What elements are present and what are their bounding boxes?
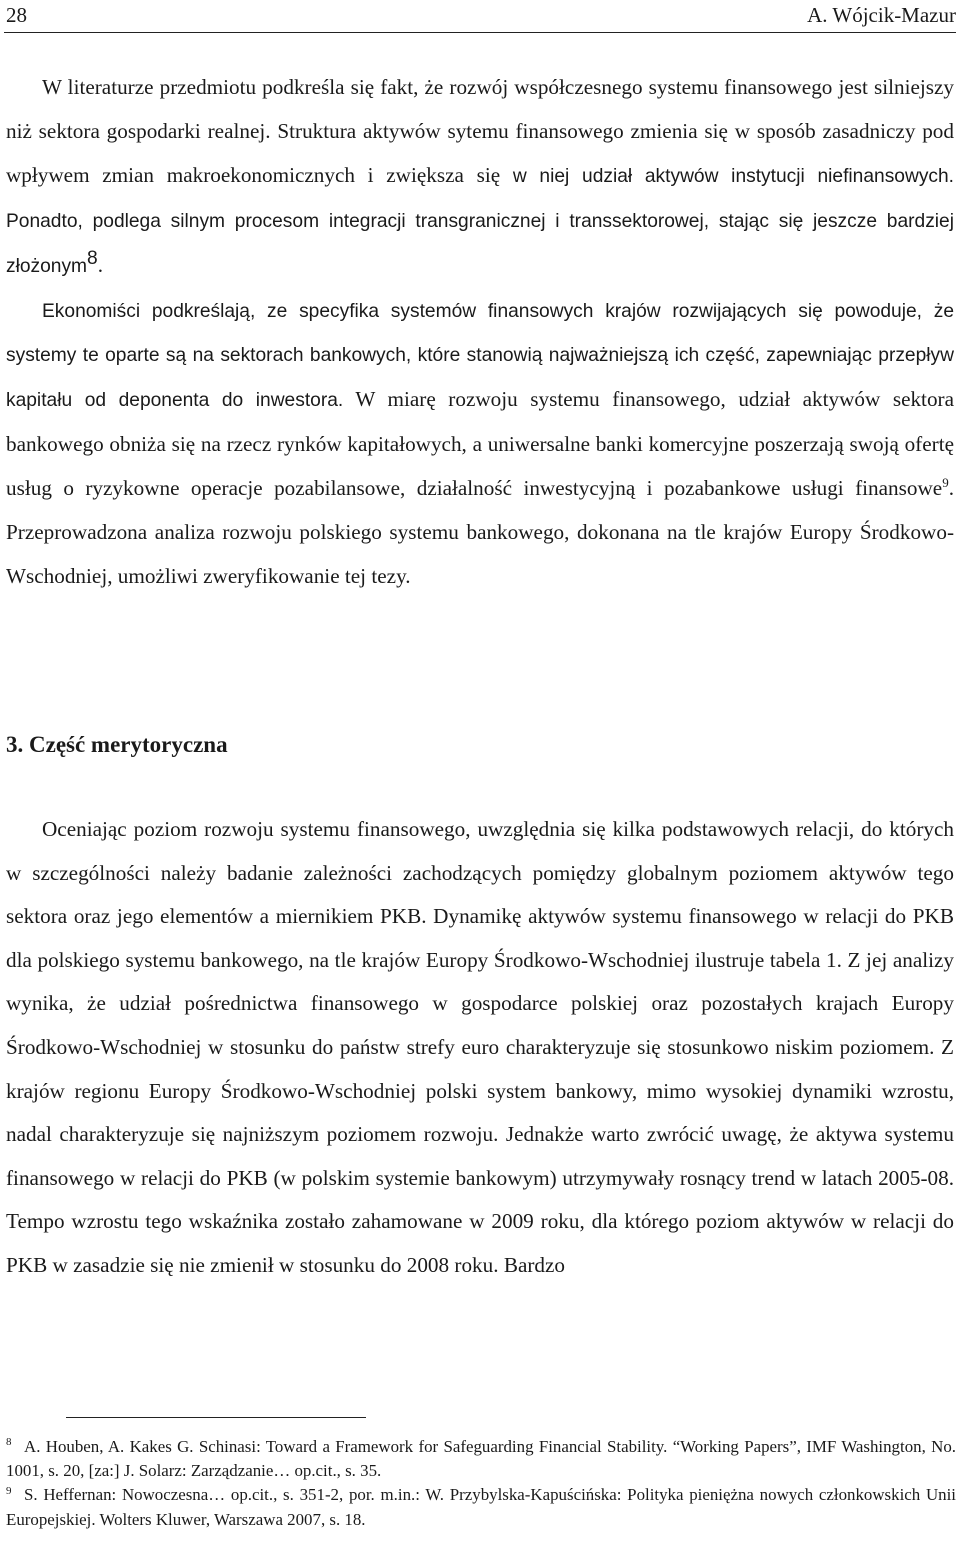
paragraph-economists (6, 289, 954, 599)
footnote-9: $^9$ S. Heffernan: Nowoczesna… op.cit., s. 351-2, por. m.in.: W. Przybylska-Kapuścińska: Polityka pieniężna nowych członkowskich Unii Europejskiej. Wolters Kluwer, Warszawa 2007, s. 18. (6, 1484, 956, 1529)
footnote-text: A. Houben, A. Kakes G. Schinasi: Toward a Framework for Safeguarding Financial Stability. “Working Papers”, IMF Washington, No. 1001, s. 20, [za:] J. Solarz: Zarządzanie… op.cit., s. 35. (6, 1437, 956, 1481)
footnote-separator (66, 1417, 366, 1418)
running-header (4, 2, 956, 33)
body-paragraph-2 (6, 808, 954, 1288)
section-heading: 3. Część merytoryczna (6, 732, 228, 757)
footnote-ref-8[interactable]: 8 (87, 247, 98, 269)
footnote-text: S. Heffernan: Nowoczesna… op.cit., s. 351-2, por. m.in.: W. Przybylska-Kapuścińska: Polityka pieniężna nowych członkowskich Unii Europejskiej. Wolters Kluwer, Warszawa 2007, s. 18. (6, 1485, 956, 1529)
paragraph-text: Oceniając poziom rozwoju systemu finansowego, uwzględnia się kilka podstawowych relacji, do których w szczególności należy badanie zależności zachodzących pomiędzy globalnym poziomem aktywów tego sektora oraz jego elementów a miernikiem PKB. Dynamikę aktywów systemu finansowego w relacji do PKB dla polskiego systemu bankowego, na tle krajów Europy Środkowo-Wschodniej ilustruje tabela 1. Z jej analizy wynika, że udział pośrednictwa finansowego w gospodarce polskiej oraz pozostałych krajach Europy Środkowo-Wschodniej w stosunku do państw strefy euro charakteryzuje się stosunkowo niskim poziomem. Z krajów regionu Europy Środkowo-Wschodniej polski system bankowy, mimo wysokiej dynamiki wzrostu, nadal charakteryzuje się najniższym poziomem rozwoju. Jednakże warto zwrócić uwagę, że aktywa systemu finansowego w relacji do PKB (w polskim systemie bankowym) utrzymywały rosnący trend w latach 2005-08. Tempo wzrostu tego wskaźnika zostało zahamowane w 2009 roku, dla którego poziom aktywów w relacji do PKB w zasadzie się nie zmienił w stosunku do 2008 roku. Bardzo (6, 817, 954, 1277)
paragraph-intro (6, 66, 954, 289)
text-run: W miarę rozwoju systemu finansowego, udział aktywów sektora bankowego obniża się na rzecz rynków kapitałowych, a uniwersalne banki komercyjne poszerzają swoją ofertę usług o ryzykowne operacje pozabilansowe, działalność inwestycyjną i pozabankowe usługi finansowe (6, 387, 955, 501)
text-run: W literaturze przedmiotu podkreśla się fakt, że rozwój współczesnego systemu finansowego jest silniejszy niż sektora gospodarki realnej. Struktura aktywów sytemu finansowego zmienia się w sposób zasadniczy pod wpływem zmian makroekonomicznych i zwiększa się (6, 75, 954, 187)
text-run: . Przeprowadzona analiza rozwoju polskiego systemu bankowego, dokonana na tle krajów Europy Środkowo-Wschodniej, umożliwi zweryfikowanie tej tezy. (6, 476, 954, 588)
footnote-ref-9[interactable]: 9 (942, 475, 949, 491)
text-run-sans: w niej udział aktywów instytucji niefinansowych. Ponadto, podlega silnym procesom integracji transgranicznej i transsektorowej, stając się jeszcze bardziej złożonym (6, 165, 955, 277)
page-number: 28 (6, 3, 27, 27)
running-header-author: A. Wójcik-Mazur (807, 3, 956, 27)
text-run: . (97, 252, 104, 277)
body-paragraph-1 (6, 66, 954, 599)
footnote-8: $^8$ A. Houben, A. Kakes G. Schinasi: Toward a Framework for Safeguarding Financial Stability. “Working Papers”, IMF Washington, No. 1001, s. 20, [za:] J. Solarz: Zarządzanie… op.cit., s. 35. (6, 1436, 956, 1481)
footnotes (6, 1435, 956, 1532)
text-run-sans: Ekonomiści podkreślają, ze specyfika systemów finansowych krajów rozwijających się powoduje, że systemy te oparte są na sektorach bankowych, które stanowią najważniejszą ich część, zapewniając przepływ kapitału od deponenta do inwestora. (6, 300, 954, 412)
